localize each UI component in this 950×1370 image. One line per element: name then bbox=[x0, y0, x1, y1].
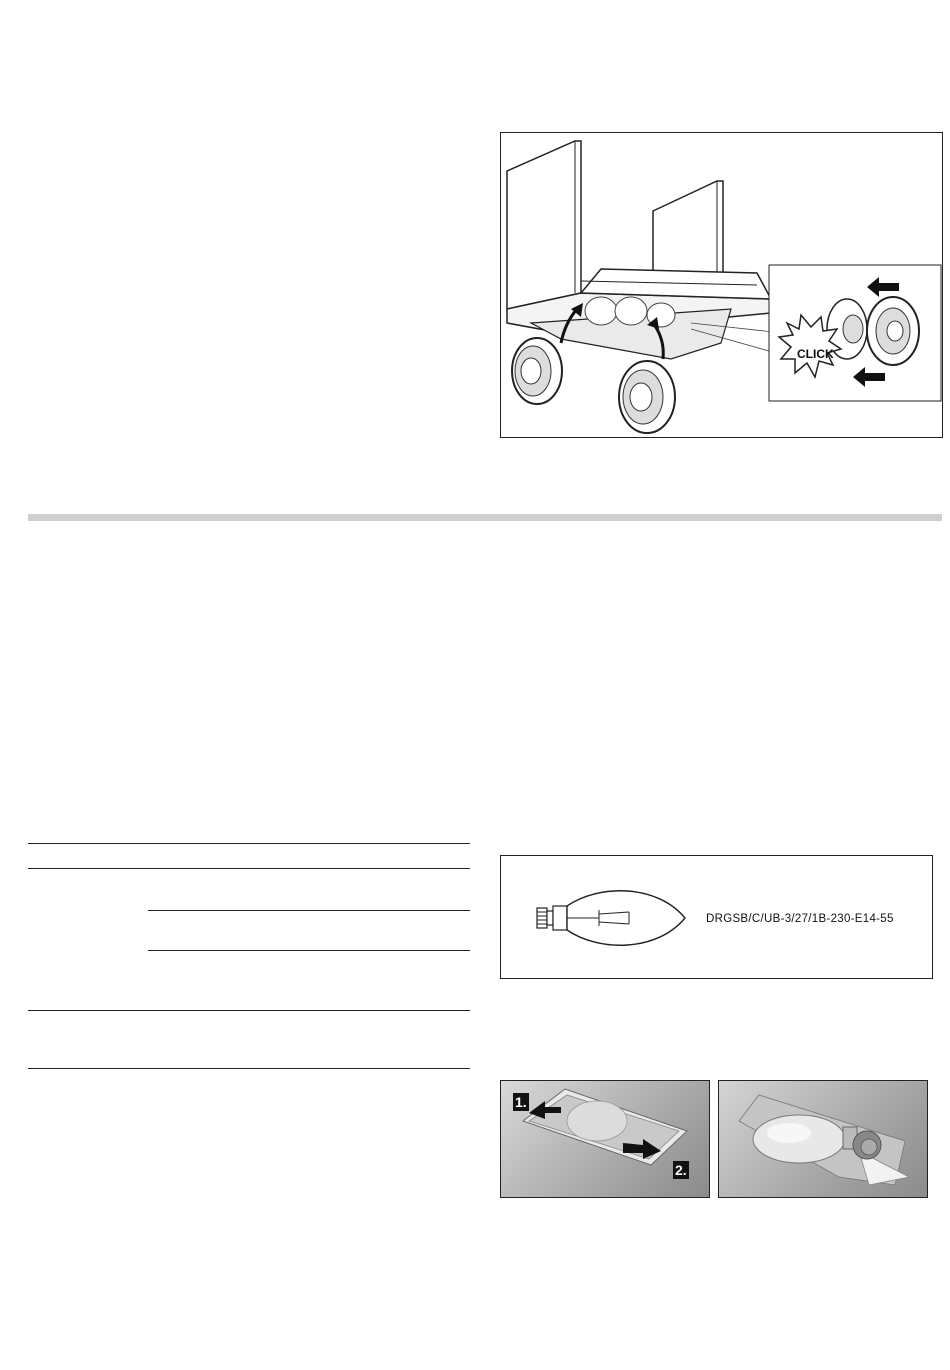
table-rule-bottom bbox=[28, 1068, 470, 1069]
section-divider bbox=[28, 514, 942, 521]
click-callout-label: CLICK bbox=[797, 347, 834, 361]
filter-installation-figure bbox=[500, 132, 943, 438]
lamp-bulb-illustration bbox=[719, 1081, 927, 1197]
bulb-type-code: DRGSB/C/UB-3/27/1B-230-E14-55 bbox=[706, 913, 894, 925]
table-rule-row-2 bbox=[28, 1010, 470, 1011]
filter-installation-illustration bbox=[501, 133, 942, 437]
table-rule-sub-1 bbox=[148, 910, 470, 911]
step-badge-1: 1. bbox=[515, 1094, 527, 1110]
lamp-cover-illustration bbox=[501, 1081, 709, 1197]
bulb-spec-figure bbox=[500, 855, 933, 979]
table-rule-sub-2 bbox=[148, 950, 470, 951]
lamp-cover-removal-photo bbox=[500, 1080, 710, 1198]
lamp-bulb-replacement-photo bbox=[718, 1080, 928, 1198]
table-rule-header bbox=[28, 868, 470, 869]
bulb-icon bbox=[529, 878, 699, 958]
step-badge-2: 2. bbox=[675, 1162, 687, 1178]
table-rule-top bbox=[28, 843, 470, 844]
